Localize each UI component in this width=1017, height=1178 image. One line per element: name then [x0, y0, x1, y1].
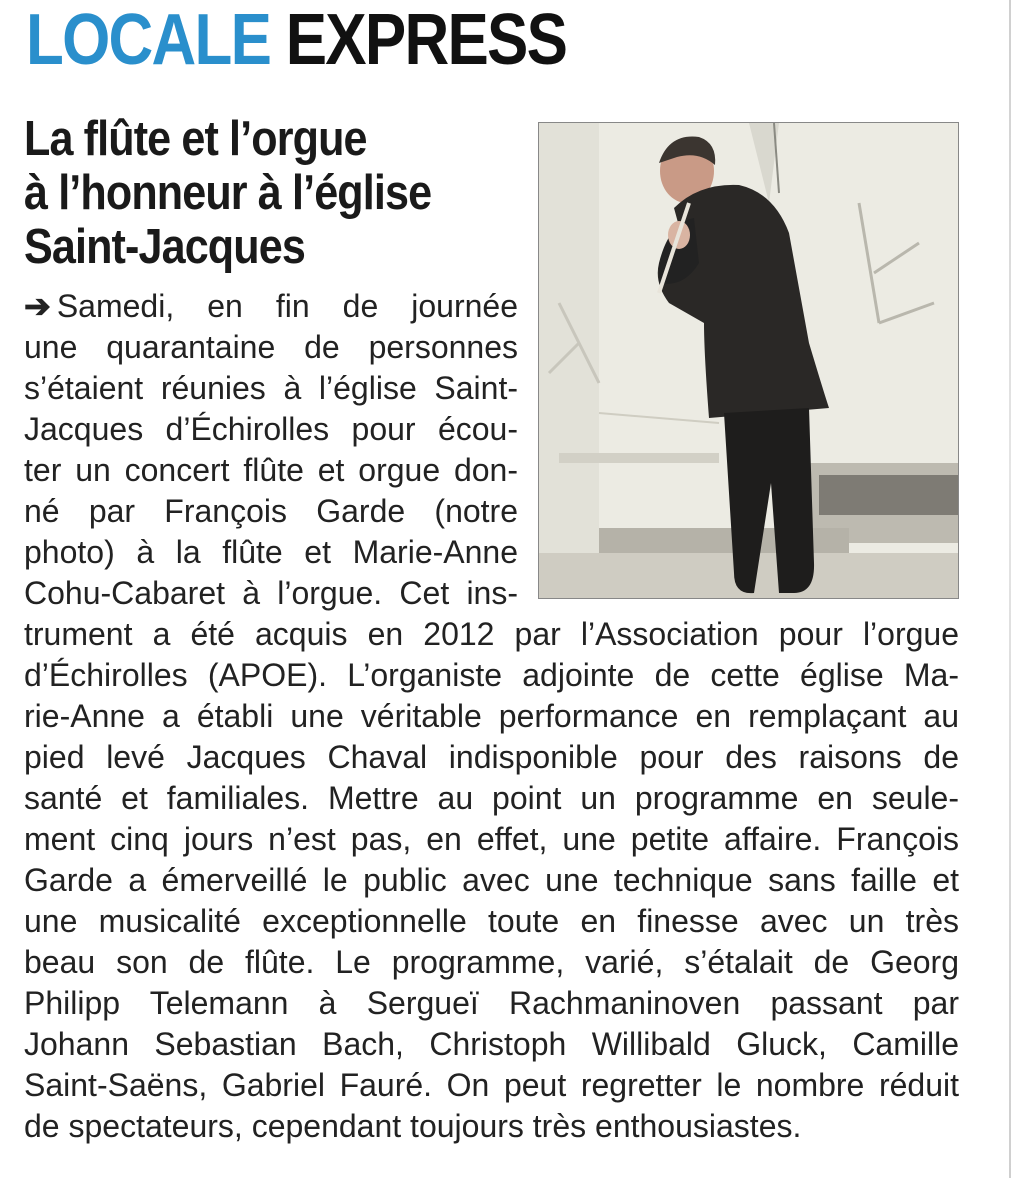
body-line: ter un concert flûte et orgue don-	[24, 452, 518, 488]
headline-line: Saint-Jacques	[24, 220, 305, 274]
body-line: pied levé Jacques Chaval indisponible pour des raisons de	[24, 739, 959, 775]
flutist-photo-illustration	[539, 123, 958, 598]
headline-line: La flûte et l’orgue	[24, 112, 367, 166]
body-line: rie-Anne a établi une véritable performance en remplaçant au	[24, 698, 959, 734]
body-line: photo) à la flûte et Marie-Anne	[24, 534, 518, 570]
body-line: une musicalité exceptionnelle toute en finesse avec un très	[24, 903, 959, 939]
arrow-icon: ➔	[24, 288, 51, 324]
body-line: s’étaient réunies à l’église Saint-	[24, 370, 518, 406]
body-line: né par François Garde (notre	[24, 493, 518, 529]
section-label-locale: LOCALE	[26, 0, 271, 80]
body-line: Philipp Telemann à Sergueï Rachmaninoven passant par	[24, 985, 959, 1021]
body-line: d’Échirolles (APOE). L’organiste adjointe de cette église Ma-	[24, 657, 959, 693]
body-line: ment cinq jours n’est pas, en effet, une petite affaire. François	[24, 821, 959, 857]
body-line: trument a été acquis en 2012 par l’Association pour l’orgue	[24, 616, 959, 652]
section-label-express: EXPRESS	[285, 0, 567, 80]
article-photo	[538, 122, 959, 599]
body-line: Garde a émerveillé le public avec une technique sans faille et	[24, 862, 959, 898]
article-headline	[24, 112, 482, 274]
article-body-column	[24, 286, 518, 614]
body-line: santé et familiales. Mettre au point un programme en seule-	[24, 780, 959, 816]
body-line-text: Samedi, en fin de journée	[56, 288, 518, 324]
section-header	[26, 0, 567, 80]
body-line: Johann Sebastian Bach, Christoph Willibald Gluck, Camille	[24, 1026, 959, 1062]
body-line: beau son de flûte. Le programme, varié, s’étalait de Georg	[24, 944, 959, 980]
headline-line: à l’honneur à l’église	[24, 166, 432, 220]
body-line	[24, 286, 518, 327]
body-line: une quarantaine de personnes	[24, 329, 518, 365]
body-line: de spectateurs, cependant toujours très enthousiastes.	[24, 1108, 802, 1144]
scan-edge-divider	[1009, 0, 1011, 1178]
body-line: Saint-Saëns, Gabriel Fauré. On peut regretter le nombre réduit	[24, 1067, 959, 1103]
article-body-full	[24, 614, 959, 1147]
body-line: Cohu-Cabaret à l’orgue. Cet ins-	[24, 575, 518, 611]
body-line: Jacques d’Échirolles pour écou-	[24, 411, 518, 447]
